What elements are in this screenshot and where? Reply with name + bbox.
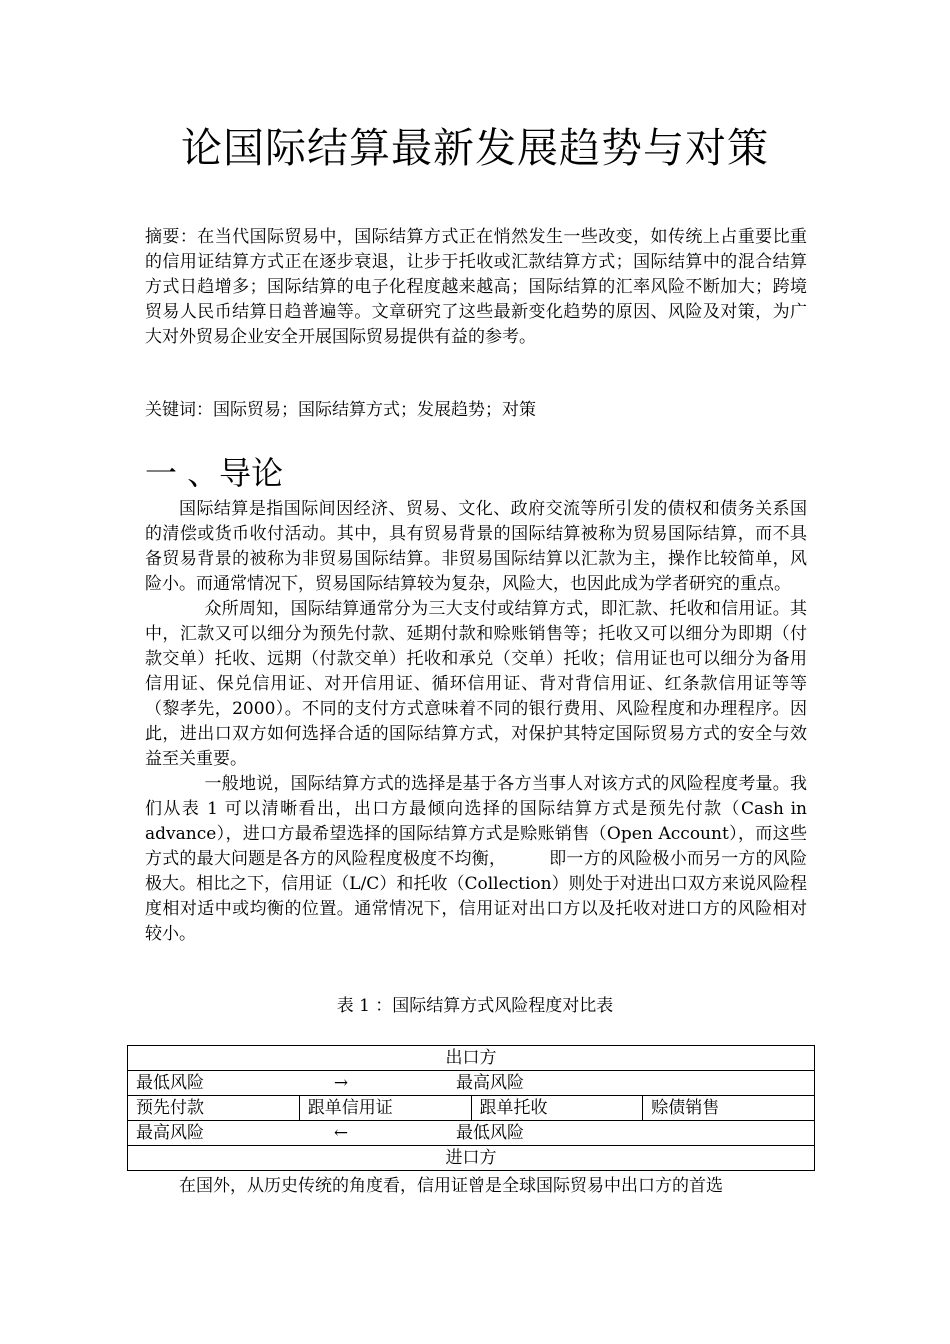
paragraph: 一般地说，国际结算方式的选择是基于各方当事人对该方式的风险程度考量。我们从表 1 可以清晰看出，出口方最倾向选择的国际结算方式是预先付款（Cash in advance），进口方最希望选择的国际结算方式是赊账销售（Open Account），而这些方式的最大问题是各方的风险程度极度不均衡， 即一方的风险极小而另一方的风险极大。相比之下，信用证（L/C）和托收（Collection）则处于对进出口双方来说风险程度相对适中或均衡的位置。通常情况下，信用证对出口方以及托收对进口方的风险相对较小。 [145, 774, 807, 944]
table-cell-method: 赊债销售 [643, 1096, 815, 1121]
section-body [145, 497, 807, 947]
high-risk-label: 最高风险 [136, 1123, 204, 1143]
arrow-right-icon: → [333, 1073, 349, 1093]
paragraph: 国际结算是指国际间因经济、贸易、文化、政府交流等所引发的债权和债务关系国的清偿或货币收付活动。其中，具有贸易背景的国际结算被称为贸易国际结算，而不具备贸易背景的被称为非贸易国际结算。非贸易国际结算以汇款为主，操作比较简单，风险小。而通常情况下，贸易国际结算较为复杂，风险大，也因此成为学者研究的重点。 [145, 499, 807, 594]
table-row [128, 1121, 815, 1146]
table-cell-import-risk [128, 1121, 815, 1146]
table-cell-importer: 进口方 [128, 1146, 815, 1171]
section-heading: 一 、导论 [145, 454, 284, 492]
table-row [128, 1146, 815, 1171]
keywords: 关键词：国际贸易；国际结算方式；发展趋势；对策 [145, 400, 536, 420]
table-cell-method: 跟单信用证 [299, 1096, 471, 1121]
table-row [128, 1071, 815, 1096]
table-cell-export-risk [128, 1071, 815, 1096]
low-risk-label: 最低风险 [136, 1073, 204, 1093]
abstract: 摘要：在当代国际贸易中，国际结算方式正在悄然发生一些改变，如传统上占重要比重的信用证结算方式正在逐步衰退，让步于托收或汇款结算方式；国际结算中的混合结算方式日趋增多；国际结算的电子化程度越来越高；国际结算的汇率风险不断加大；跨境贸易人民币结算日趋普遍等。文章研究了这些最新变化趋势的原因、风险及对策，为广大对外贸易企业安全开展国际贸易提供有益的参考。 [145, 227, 807, 347]
table-cell-exporter: 出口方 [128, 1046, 815, 1071]
high-risk-label: 最高风险 [456, 1073, 524, 1093]
section-body-continued [145, 1174, 807, 1199]
table-cell-method: 跟单托收 [471, 1096, 643, 1121]
table-cell-method: 预先付款 [128, 1096, 300, 1121]
risk-comparison-table [127, 1045, 815, 1171]
table-row [128, 1046, 815, 1071]
document-title: 论国际结算最新发展趋势与对策 [181, 124, 769, 172]
paragraph: 众所周知，国际结算通常分为三大支付或结算方式，即汇款、托收和信用证。其中，汇款又可以细分为预先付款、延期付款和赊账销售等；托收又可以细分为即期（付款交单）托收、远期（付款交单）托收和承兑（交单）托收；信用证也可以细分为备用信用证、保兑信用证、对开信用证、循环信用证、背对背信用证、红条款信用证等等（黎孝先，2000）。不同的支付方式意味着不同的银行费用、风险程度和办理程序。因此，进出口双方如何选择合适的国际结算方式，对保护其特定国际贸易方式的安全与效益至关重要。 [145, 599, 807, 769]
arrow-left-icon: ← [333, 1123, 349, 1143]
table-caption: 表 1 ：国际结算方式风险程度对比表 [336, 996, 614, 1016]
low-risk-label: 最低风险 [456, 1123, 524, 1143]
paragraph: 在国外，从历史传统的角度看，信用证曾是全球国际贸易中出口方的首选 [179, 1176, 723, 1196]
table-row [128, 1096, 815, 1121]
